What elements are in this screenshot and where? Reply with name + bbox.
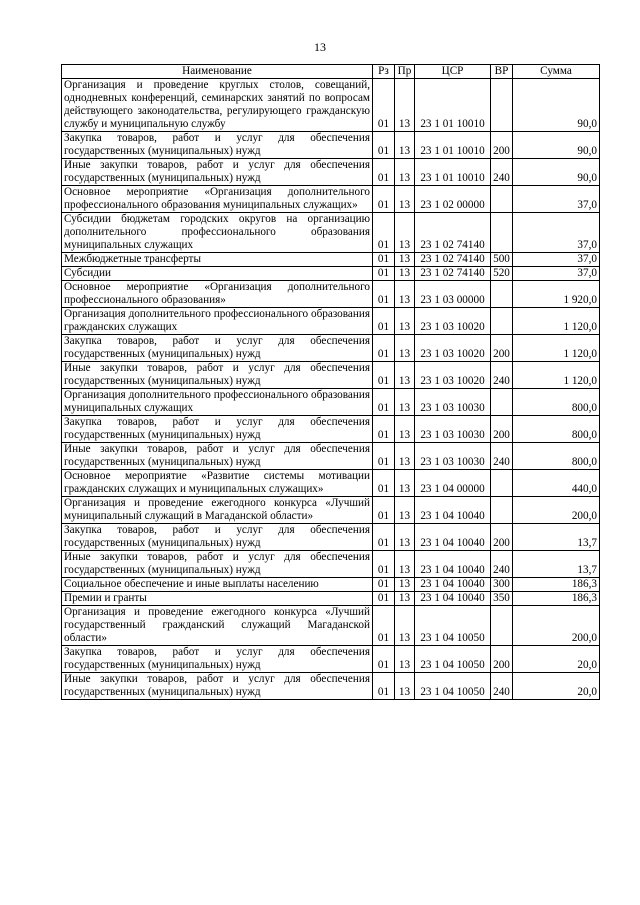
row-sum: 186,3 <box>513 592 600 606</box>
row-csr: 23 1 03 10020 <box>415 308 491 335</box>
row-rz: 01 <box>373 186 395 213</box>
row-csr: 23 1 02 74140 <box>415 267 491 281</box>
row-rz: 01 <box>373 267 395 281</box>
table-row <box>62 253 600 267</box>
column-header-name: Наименование <box>62 65 373 79</box>
row-vr <box>491 79 513 132</box>
row-pr: 13 <box>395 281 415 308</box>
row-rz: 01 <box>373 308 395 335</box>
table-row <box>62 159 600 186</box>
row-vr: 200 <box>491 646 513 673</box>
row-pr: 13 <box>395 335 415 362</box>
row-name: Организация и проведение ежегодного конкурса «Лучший муниципальный служащий в Магаданской области» <box>62 497 373 524</box>
table-row <box>62 497 600 524</box>
row-rz: 01 <box>373 443 395 470</box>
row-vr: 300 <box>491 578 513 592</box>
row-sum: 37,0 <box>513 267 600 281</box>
row-sum: 800,0 <box>513 443 600 470</box>
table-row <box>62 551 600 578</box>
row-sum: 90,0 <box>513 132 600 159</box>
row-vr: 500 <box>491 253 513 267</box>
row-rz: 01 <box>373 470 395 497</box>
column-header-pr: Пр <box>395 65 415 79</box>
row-name: Организация дополнительного профессионального образования гражданских служащих <box>62 308 373 335</box>
row-pr: 13 <box>395 646 415 673</box>
row-name: Субсидии <box>62 267 373 281</box>
row-vr: 350 <box>491 592 513 606</box>
row-csr: 23 1 03 10020 <box>415 362 491 389</box>
row-name: Организация и проведение ежегодного конкурса «Лучший государственный гражданский служащий Магаданской области» <box>62 606 373 646</box>
row-name: Основное мероприятие «Организация дополнительного профессионального образования» <box>62 281 373 308</box>
table-row <box>62 470 600 497</box>
row-sum: 800,0 <box>513 389 600 416</box>
table-row <box>62 443 600 470</box>
page-number: 13 <box>314 40 326 54</box>
row-vr <box>491 389 513 416</box>
row-csr: 23 1 03 00000 <box>415 281 491 308</box>
row-name: Иные закупки товаров, работ и услуг для обеспечения государственных (муниципальных) нужд <box>62 673 373 700</box>
row-sum: 13,7 <box>513 551 600 578</box>
table-row <box>62 186 600 213</box>
row-rz: 01 <box>373 79 395 132</box>
row-pr: 13 <box>395 308 415 335</box>
row-csr: 23 1 04 10050 <box>415 673 491 700</box>
budget-table <box>61 64 600 700</box>
row-name: Закупка товаров, работ и услуг для обеспечения государственных (муниципальных) нужд <box>62 335 373 362</box>
row-csr: 23 1 04 10040 <box>415 524 491 551</box>
row-csr: 23 1 04 10040 <box>415 497 491 524</box>
row-pr: 13 <box>395 443 415 470</box>
row-rz: 01 <box>373 606 395 646</box>
row-vr: 240 <box>491 362 513 389</box>
row-vr: 200 <box>491 335 513 362</box>
row-vr <box>491 186 513 213</box>
row-vr <box>491 308 513 335</box>
row-vr: 240 <box>491 673 513 700</box>
row-pr: 13 <box>395 673 415 700</box>
table-row <box>62 578 600 592</box>
row-name: Основное мероприятие «Организация дополнительного профессионального образования муниципальных служащих» <box>62 186 373 213</box>
row-pr: 13 <box>395 578 415 592</box>
table-row <box>62 213 600 253</box>
row-sum: 20,0 <box>513 646 600 673</box>
row-rz: 01 <box>373 213 395 253</box>
row-vr: 520 <box>491 267 513 281</box>
table-body <box>62 79 600 700</box>
row-name: Межбюджетные трансферты <box>62 253 373 267</box>
table-row <box>62 606 600 646</box>
row-name: Иные закупки товаров, работ и услуг для обеспечения государственных (муниципальных) нужд <box>62 362 373 389</box>
row-csr: 23 1 04 00000 <box>415 470 491 497</box>
table-row <box>62 132 600 159</box>
row-sum: 200,0 <box>513 497 600 524</box>
table-row <box>62 267 600 281</box>
row-csr: 23 1 03 10030 <box>415 443 491 470</box>
row-sum: 1 120,0 <box>513 335 600 362</box>
row-name: Иные закупки товаров, работ и услуг для обеспечения государственных (муниципальных) нужд <box>62 159 373 186</box>
row-pr: 13 <box>395 551 415 578</box>
row-vr <box>491 497 513 524</box>
table-row <box>62 646 600 673</box>
row-name: Основное мероприятие «Развитие системы мотивации гражданских служащих и муниципальных служащих» <box>62 470 373 497</box>
row-pr: 13 <box>395 79 415 132</box>
row-name: Закупка товаров, работ и услуг для обеспечения государственных (муниципальных) нужд <box>62 416 373 443</box>
row-csr: 23 1 04 10050 <box>415 646 491 673</box>
row-csr: 23 1 03 10030 <box>415 389 491 416</box>
row-name: Социальное обеспечение и иные выплаты населению <box>62 578 373 592</box>
row-name: Закупка товаров, работ и услуг для обеспечения государственных (муниципальных) нужд <box>62 132 373 159</box>
row-csr: 23 1 04 10050 <box>415 606 491 646</box>
row-csr: 23 1 04 10040 <box>415 551 491 578</box>
table-row <box>62 281 600 308</box>
row-csr: 23 1 04 10040 <box>415 592 491 606</box>
row-sum: 37,0 <box>513 213 600 253</box>
row-rz: 01 <box>373 592 395 606</box>
row-csr: 23 1 03 10030 <box>415 416 491 443</box>
row-rz: 01 <box>373 551 395 578</box>
row-sum: 90,0 <box>513 79 600 132</box>
row-rz: 01 <box>373 416 395 443</box>
row-sum: 37,0 <box>513 186 600 213</box>
table-row <box>62 308 600 335</box>
row-sum: 1 120,0 <box>513 308 600 335</box>
row-sum: 1 120,0 <box>513 362 600 389</box>
table-row <box>62 79 600 132</box>
row-rz: 01 <box>373 673 395 700</box>
row-rz: 01 <box>373 389 395 416</box>
table-header-row <box>62 65 600 79</box>
column-header-csr: ЦСР <box>415 65 491 79</box>
table-row <box>62 673 600 700</box>
row-pr: 13 <box>395 253 415 267</box>
row-vr: 240 <box>491 551 513 578</box>
row-pr: 13 <box>395 159 415 186</box>
table-row <box>62 335 600 362</box>
row-vr <box>491 470 513 497</box>
row-sum: 13,7 <box>513 524 600 551</box>
row-rz: 01 <box>373 497 395 524</box>
row-csr: 23 1 02 74140 <box>415 253 491 267</box>
row-rz: 01 <box>373 159 395 186</box>
row-pr: 13 <box>395 389 415 416</box>
row-sum: 20,0 <box>513 673 600 700</box>
table-row <box>62 416 600 443</box>
row-pr: 13 <box>395 524 415 551</box>
row-csr: 23 1 03 10020 <box>415 335 491 362</box>
row-name: Иные закупки товаров, работ и услуг для обеспечения государственных (муниципальных) нужд <box>62 443 373 470</box>
row-sum: 1 920,0 <box>513 281 600 308</box>
row-vr <box>491 281 513 308</box>
row-vr: 240 <box>491 443 513 470</box>
row-sum: 200,0 <box>513 606 600 646</box>
row-rz: 01 <box>373 362 395 389</box>
row-vr: 200 <box>491 132 513 159</box>
row-name: Закупка товаров, работ и услуг для обеспечения государственных (муниципальных) нужд <box>62 646 373 673</box>
row-rz: 01 <box>373 253 395 267</box>
row-name: Иные закупки товаров, работ и услуг для обеспечения государственных (муниципальных) нужд <box>62 551 373 578</box>
row-name: Субсидии бюджетам городских округов на организацию дополнительного профессионального образования муниципальных служащих <box>62 213 373 253</box>
column-header-vr: ВР <box>491 65 513 79</box>
table-row <box>62 524 600 551</box>
row-csr: 23 1 02 74140 <box>415 213 491 253</box>
row-rz: 01 <box>373 335 395 362</box>
row-vr: 240 <box>491 159 513 186</box>
row-csr: 23 1 01 10010 <box>415 132 491 159</box>
row-pr: 13 <box>395 132 415 159</box>
row-csr: 23 1 01 10010 <box>415 79 491 132</box>
table-row <box>62 389 600 416</box>
row-pr: 13 <box>395 592 415 606</box>
row-sum: 800,0 <box>513 416 600 443</box>
row-name: Организация и проведение круглых столов, совещаний, однодневных конференций, семинарских занятий по вопросам действующего законодательства, регулирующего гражданскую службу и муниципальную службу <box>62 79 373 132</box>
row-rz: 01 <box>373 646 395 673</box>
row-pr: 13 <box>395 362 415 389</box>
row-sum: 186,3 <box>513 578 600 592</box>
row-sum: 37,0 <box>513 253 600 267</box>
row-csr: 23 1 01 10010 <box>415 159 491 186</box>
row-pr: 13 <box>395 267 415 281</box>
row-csr: 23 1 04 10040 <box>415 578 491 592</box>
row-pr: 13 <box>395 186 415 213</box>
row-sum: 90,0 <box>513 159 600 186</box>
row-name: Премии и гранты <box>62 592 373 606</box>
row-rz: 01 <box>373 524 395 551</box>
row-pr: 13 <box>395 606 415 646</box>
row-rz: 01 <box>373 281 395 308</box>
row-pr: 13 <box>395 213 415 253</box>
row-vr <box>491 606 513 646</box>
row-vr: 200 <box>491 416 513 443</box>
row-name: Закупка товаров, работ и услуг для обеспечения государственных (муниципальных) нужд <box>62 524 373 551</box>
row-pr: 13 <box>395 497 415 524</box>
row-pr: 13 <box>395 416 415 443</box>
row-csr: 23 1 02 00000 <box>415 186 491 213</box>
table-row <box>62 362 600 389</box>
row-sum: 440,0 <box>513 470 600 497</box>
table-row <box>62 592 600 606</box>
row-pr: 13 <box>395 470 415 497</box>
column-header-rz: Рз <box>373 65 395 79</box>
row-rz: 01 <box>373 132 395 159</box>
row-rz: 01 <box>373 578 395 592</box>
row-name: Организация дополнительного профессионального образования муниципальных служащих <box>62 389 373 416</box>
row-vr <box>491 213 513 253</box>
row-vr: 200 <box>491 524 513 551</box>
column-header-sum: Сумма <box>513 65 600 79</box>
